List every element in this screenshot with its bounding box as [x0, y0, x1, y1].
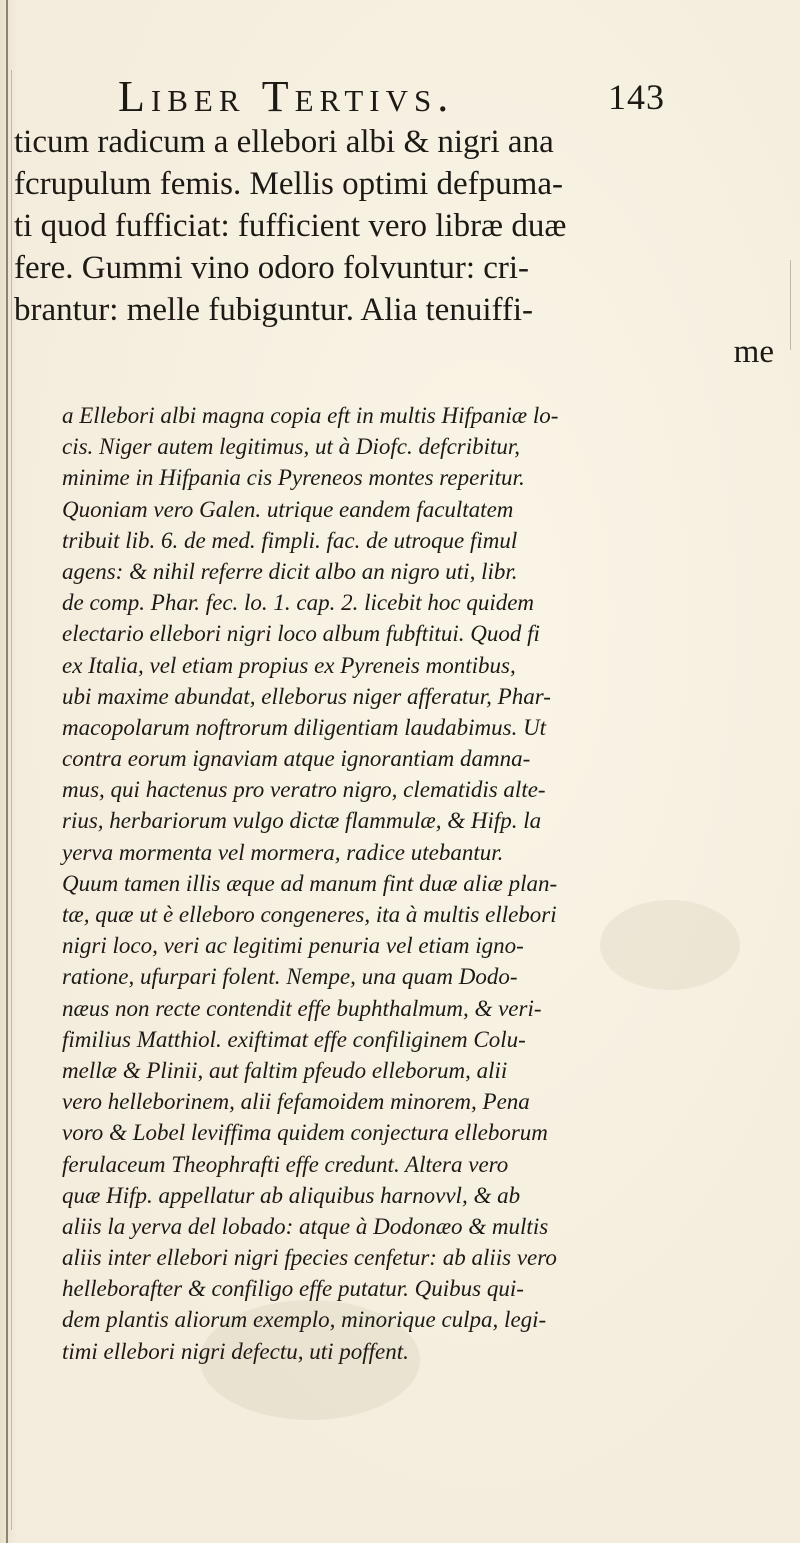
note-line: mellæ & Plinii, aut faltim pfeudo elleborum, alii — [62, 1057, 508, 1083]
marginal-notes — [62, 400, 777, 1367]
note-line: a Ellebori albi magna copia eft in multis Hifpaniæ lo- — [62, 403, 559, 428]
note-line: helleborafter & confiligo effe putatur. Quibus qui- — [62, 1276, 524, 1302]
note-line: ubi maxime abundat, elleborus niger afferatur, Phar- — [62, 683, 551, 709]
text-line: fcrupulum femis. Mellis optimi defpuma- — [14, 166, 563, 202]
note-line: contra eorum ignaviam atque ignorantiam damna- — [62, 746, 531, 772]
note-line: aliis inter ellebori nigri fpecies cenfetur: ab aliis vero — [62, 1245, 557, 1271]
running-title: Liber Tertivs. — [118, 72, 455, 121]
note-line: macopolarum noftrorum diligentiam laudabimus. Ut — [62, 714, 547, 740]
note-line: minime in Hifpania cis Pyreneos montes reperitur. — [62, 465, 525, 491]
note-line: vero helleborinem, alii fefamoidem minorem, Pena — [62, 1089, 530, 1115]
note-line: ratione, ufurpari folent. Nempe, una quam Dodo- — [62, 964, 518, 990]
note-line: tæ, quæ ut è elleboro congeneres, ita à multis ellebori — [62, 902, 557, 927]
note-line: nigri loco, veri ac legitimi penuria vel etiam igno- — [62, 933, 524, 959]
note-line: tribuit lib. 6. de med. fimpli. fac. de utroque fimul — [62, 527, 518, 553]
note-line: Quoniam vero Galen. utrique eandem facultatem — [62, 496, 514, 522]
running-header — [118, 72, 718, 122]
binding-edge — [6, 0, 8, 1543]
margin-mark — [790, 260, 791, 350]
note-line: timi ellebori nigri defectu, uti poffent. — [62, 1338, 409, 1364]
note-line: ex Italia, vel etiam propius ex Pyreneis montibus, — [62, 652, 516, 678]
note-line: fimilius Matthiol. exiftimat effe confiliginem Colu- — [62, 1026, 526, 1052]
note-line: rius, herbariorum vulgo dictæ flammulæ, & Hifp. la — [62, 808, 542, 834]
note-line: yerva mormenta vel mormera, radice utebantur. — [62, 839, 504, 865]
note-line: ferulaceum Theophrafti effe credunt. Altera vero — [62, 1151, 509, 1177]
note-line: aliis la yerva del lobado: atque à Dodonæo & multis — [62, 1213, 549, 1239]
note-line: electario ellebori nigri loco album fubftitui. Quod fi — [62, 621, 540, 647]
note-line: voro & Lobel leviffima quidem conjectura elleborum — [62, 1120, 548, 1146]
note-line: agens: & nihil referre dicit albo an nigro uti, libr. — [62, 558, 518, 584]
note-line: mus, qui hactenus pro veratro nigro, clematidis alte- — [62, 777, 546, 803]
text-line: ti quod fufficiat: fufficient vero libræ duæ — [14, 208, 567, 244]
note-line: dem plantis aliorum exemplo, minorique culpa, legi- — [62, 1307, 547, 1333]
text-line: brantur: melle fubiguntur. Alia tenuiffi- — [14, 292, 534, 328]
note-line: Quum tamen illis æque ad manum fint duæ aliæ plan- — [62, 870, 558, 896]
page-number: 143 — [608, 77, 665, 117]
note-line: quæ Hifp. appellatur ab aliquibus harnovvl, & ab — [62, 1182, 521, 1208]
text-line: fere. Gummi vino odoro folvuntur: cri- — [14, 250, 530, 286]
main-text — [14, 121, 784, 373]
catchword: me — [733, 334, 774, 370]
note-line: de comp. Phar. fec. lo. 1. cap. 2. licebit hoc quidem — [62, 590, 535, 616]
note-line: cis. Niger autem legitimus, ut à Diofc. defcribitur, — [62, 434, 521, 460]
note-line: næus non recte contendit effe buphthalmum, & veri- — [62, 995, 542, 1021]
margin-line — [11, 70, 12, 1530]
text-line: ticum radicum a ellebori albi & nigri ana — [14, 124, 554, 160]
